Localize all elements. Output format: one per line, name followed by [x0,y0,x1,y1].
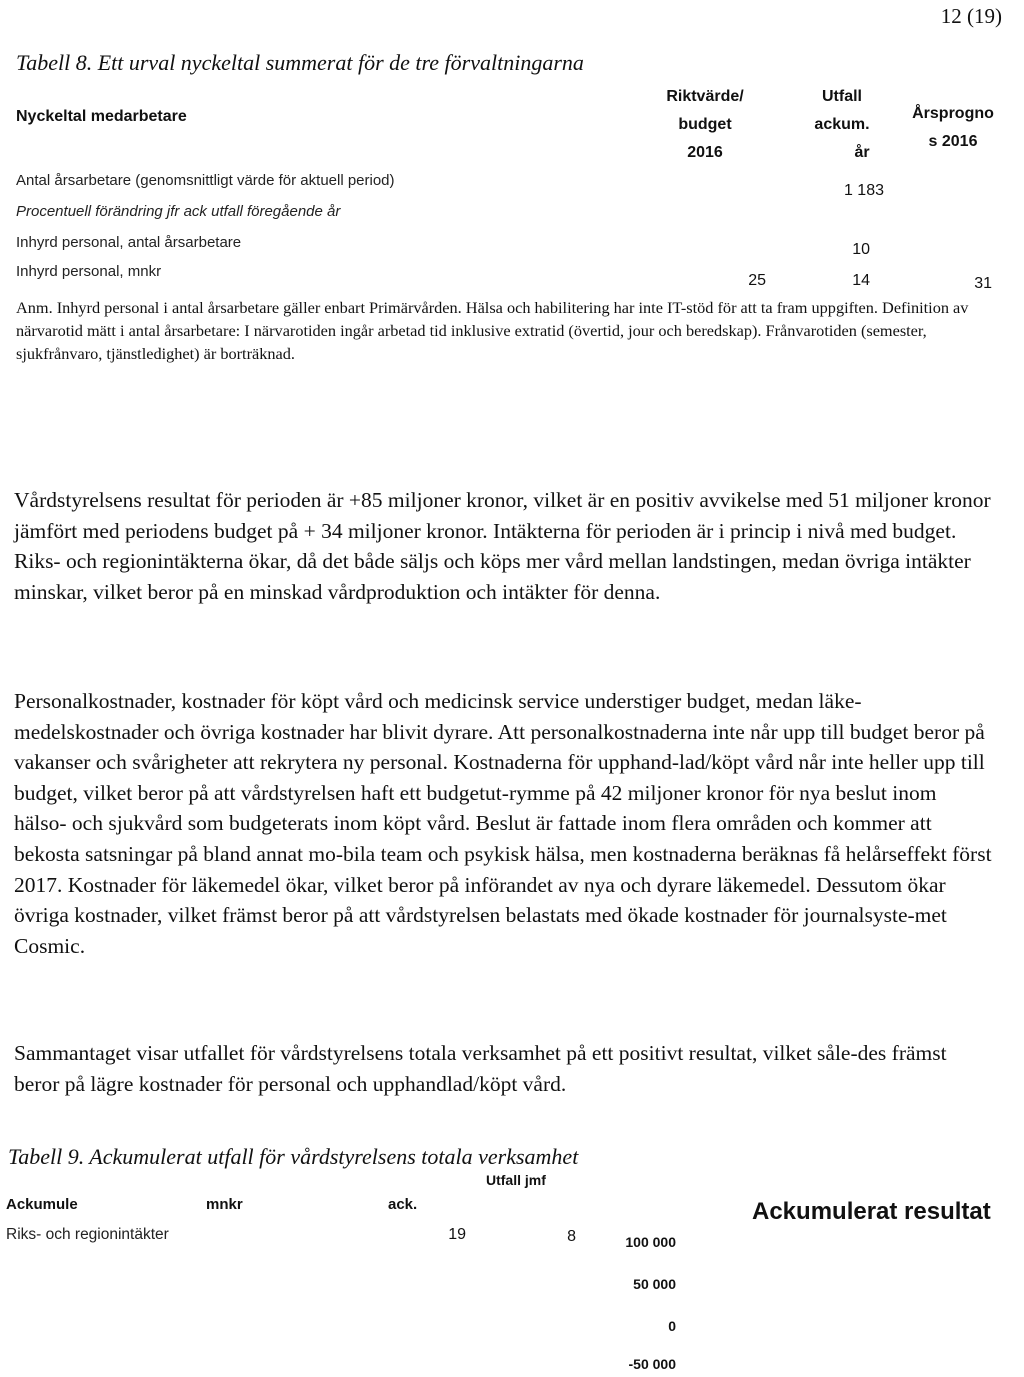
table9-header-mnkr: mnkr [206,1196,243,1213]
table9-caption: Tabell 9. Ackumulerat utfall för vårdstyrelsens totala verksamhet [8,1144,579,1169]
table9-header-utfall-jmf: Utfall jmf [486,1172,546,1188]
chart-title: Ackumulerat resultat [752,1198,991,1225]
row-budget: 25 [748,272,766,289]
header-budget-line3: 2016 [687,144,723,161]
paragraph-summary: Sammantaget visar utfallet för vårdstyrelsens totala verksamhet på ett positivt resultat, vilket såle-des främst beror på lägre kostnader för personal och upphandlad/köpt vård. [14,1041,947,1096]
table8-header-nyckeltal: Nyckeltal medarbetare [16,108,187,125]
table9-header-ack: ack. [388,1196,418,1213]
header-utfall-line2: ackum. [814,116,870,133]
table8-caption: Tabell 8. Ett urval nyckeltal summerat för de tre förvaltningarna [16,50,584,75]
row-label: Antal årsarbetare (genomsnittligt värde för aktuell period) [16,172,395,189]
row-prognos: 31 [974,275,992,292]
header-budget-line2: budget [678,116,732,133]
y-tick-label: -50 000 [628,1356,676,1372]
row-utfall: 14 [852,272,870,289]
row-label: Inhyrd personal, antal årsarbetare [16,234,242,251]
row-label: Inhyrd personal, mnkr [16,263,162,280]
page-number: 12 (19) [940,4,1002,28]
row-utfall: 10 [852,241,870,258]
y-tick-label: 100 000 [625,1234,676,1250]
header-budget-line1: Riktvärde/ [666,88,744,105]
header-utfall-line3: år [854,144,870,161]
row-label: Procentuell förändring jfr ack utfall föregående år [16,203,341,220]
row-value-jmf: 8 [567,1228,576,1245]
y-tick-label: 0 [668,1318,676,1334]
table8-note: Anm. Inhyrd personal i antal årsarbetare gäller enbart Primärvården. Hälsa och habilitering har inte IT-stöd för att ta fram uppgiften. Definition av närvarotid mätt i antal årsarbetare: I närvarotiden ingår arbetad tid inklusive extratid (övertid, jour och beredskap). Frånvarotiden (semester, sjukfrånvaro, tjänstledighet) är borträknad. [16,298,969,363]
table9-header-ackumule: Ackumule [6,1196,78,1213]
header-prognos-line1: Årsprogno [912,105,994,122]
header-prognos-line2: s 2016 [928,133,978,150]
row-utfall: 1 183 [843,182,884,199]
y-tick-label: 50 000 [633,1276,676,1292]
paragraph-result: Vårdstyrelsens resultat för perioden är +85 miljoner kronor, vilket är en positiv avvikelse med 51 miljoner kronor jämfört med periodens budget på + 34 miljoner kronor. Intäkterna för perioden är i princip i nivå med budget. Riks- och regionintäkterna ökar, då det både säljs och köps mer vård mellan landstingen, medan övriga intäkter minskar, vilket beror på en minskad vårdproduktion och intäkter för denna. [14,488,991,604]
row-label: Riks- och regionintäkter [6,1226,169,1243]
header-utfall-line1: Utfall [822,88,862,105]
paragraph-costs: Personalkostnader, kostnader för köpt vård och medicinsk service understiger budget, medan läke-medelskostnader och övriga kostnader har blivit dyrare. Att personalkostnaderna inte når upp till budget beror på vakanser och svårigheter att rekrytera ny personal. Kostnaderna för upphand-lad/köpt vård når inte heller upp till budget, vilket beror på att vårdstyrelsen haft ett budgetut-rymme på 42 miljoner kronor för nya beslut inom hälso- och sjukvård som budgeterats inom köpt vård. Beslut är fattade inom flera områden och kommer att bekosta satsningar på bland annat mo-bila team och psykisk hälsa, men kostnaderna beräknas få helårseffekt först 2017. Kostnader för läkemedel ökar, vilket beror på införandet av nya och dyrare läkemedel. Dessutom ökar övriga kostnader, vilket främst beror på att vårdstyrelsen belastats med ökade kostnader för journalsyste-met Cosmic. [14,689,992,958]
row-value-ack: 19 [448,1226,466,1243]
